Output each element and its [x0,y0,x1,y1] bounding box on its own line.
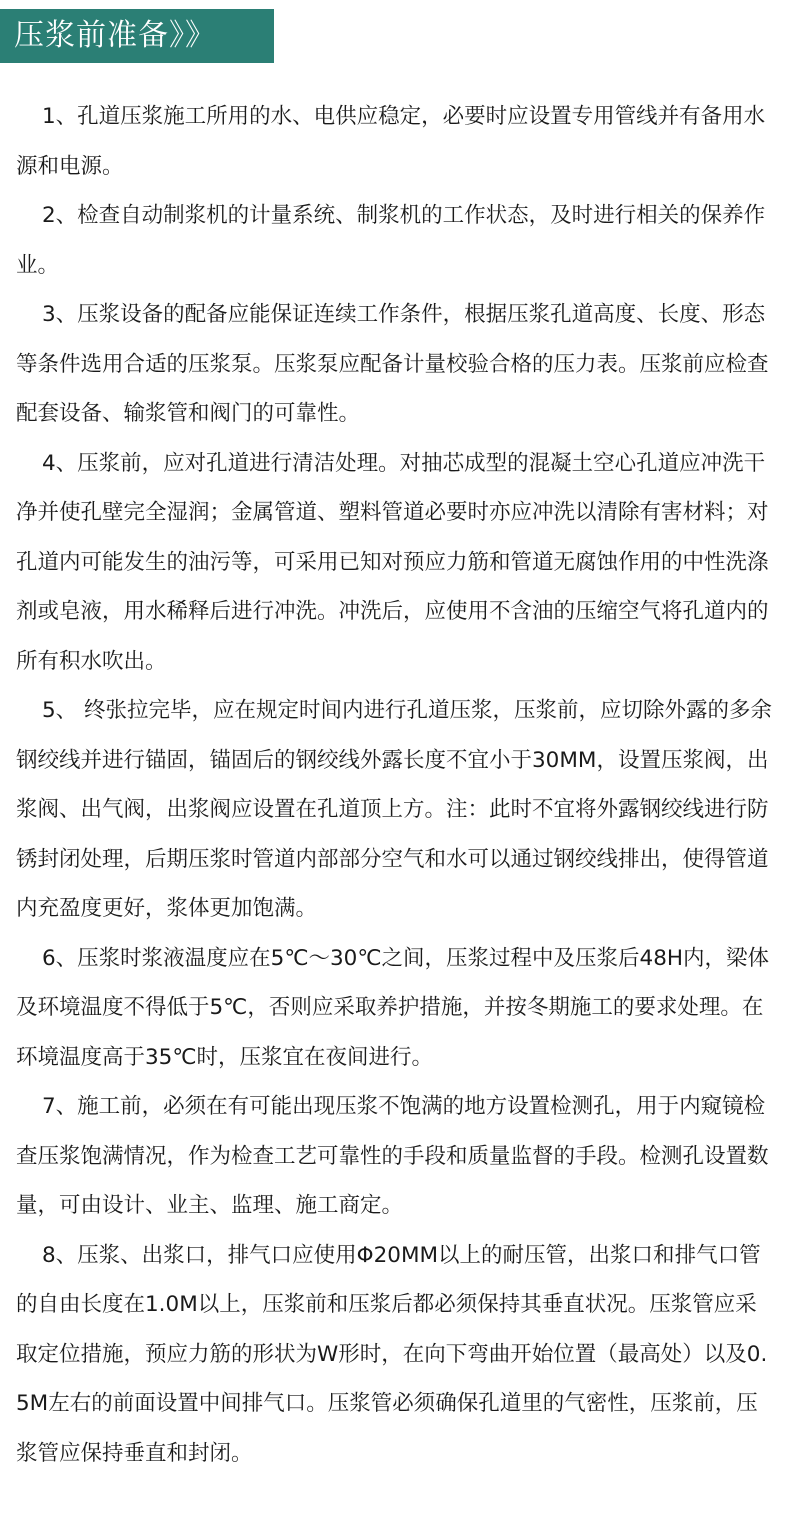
instruction-paragraph-8: 8、压浆、出浆口，排气口应使用Φ20MM以上的耐压管，出浆口和排气口管的自由长度在1.0M以上，压浆前和压浆后都必须保持其垂直状况。压浆管应采取定位措施，预应力筋的形状为W形时，在向下弯曲开始位置（最高处）以及0.5M左右的前面设置中间排气口。压浆管必须确保孔道里的气密性，压浆前，压浆管应保持垂直和封闭。 [16,1242,768,1466]
instruction-paragraph-5: 5、 终张拉完毕，应在规定时间内进行孔道压浆，压浆前，应切除外露的多余钢绞线并进行锚固，锚固后的钢绞线外露长度不宜小于30MM，设置压浆阀，出浆阀、出气阀，出浆阀应设置在孔道顶上方。注：此时不宜将外露钢绞线进行防锈封闭处理，后期压浆时管道内部部分空气和水可以通过钢绞线排出，使得管道内充盈度更好，浆体更加饱满。 [16,698,773,921]
instruction-paragraph-2: 2、检查自动制浆机的计量系统、制浆机的工作状态，及时进行相关的保养作业。 [16,203,766,278]
instruction-paragraph-6: 6、压浆时浆液温度应在5℃～30℃之间，压浆过程中及压浆后48H内，梁体及环境温度不得低于5℃，否则应采取养护措施，并按冬期施工的要求处理。在环境温度高于35℃时，压浆宜在夜间进行。 [16,945,770,1070]
instruction-paragraph-3: 3、压浆设备的配备应能保证连续工作条件，根据压浆孔道高度、长度、形态等条件选用合适的压浆泵。压浆泵应配备计量校验合格的压力表。压浆前应检查配套设备、输浆管和阀门的可靠性。 [16,302,769,426]
instructions-list [16,92,778,1478]
instruction-paragraph-1: 1、孔道压浆施工所用的水、电供应稳定，必要时应设置专用管线并有备用水源和电源。 [16,104,766,179]
instruction-paragraph-7: 7、施工前，必须在有可能出现压浆不饱满的地方设置检测孔，用于内窥镜检查压浆饱满情况，作为检查工艺可靠性的手段和质量监督的手段。检测孔设置数量，可由设计、业主、监理、施工商定。 [16,1094,769,1218]
instruction-paragraph-4: 4、压浆前，应对孔道进行清洁处理。对抽芯成型的混凝土空心孔道应冲洗干净并使孔壁完全湿润；金属管道、塑料管道必要时亦应冲洗以清除有害材料；对孔道内可能发生的油污等，可采用已知对预应力筋和管道无腐蚀作用的中性洗涤剂或皂液，用水稀释后进行冲洗。冲洗后，应使用不含油的压缩空气将孔道内的所有积水吹出。 [16,450,769,674]
section-header: 压浆前准备》》 [0,9,274,63]
